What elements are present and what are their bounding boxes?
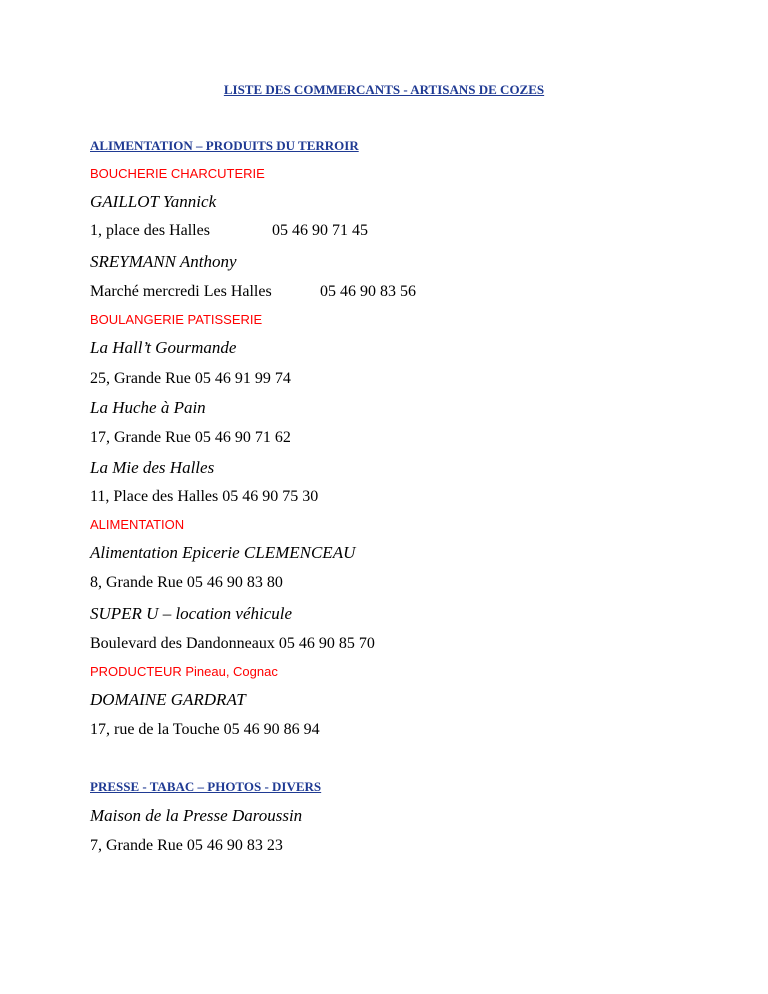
category-label: BOUCHERIE CHARCUTERIE <box>90 166 265 181</box>
business-name: GAILLOT Yannick <box>90 192 217 211</box>
business-details: 8, Grande Rue 05 46 90 83 80 <box>90 574 283 591</box>
business-address: 1, place des Halles <box>90 222 210 239</box>
business-name: DOMAINE GARDRAT <box>90 690 246 709</box>
business-phone: 05 46 90 83 56 <box>320 283 416 300</box>
business-name: La Huche à Pain <box>90 398 206 417</box>
business-details: 25, Grande Rue 05 46 91 99 74 <box>90 370 291 387</box>
category-label: PRODUCTEUR Pineau, Cognac <box>90 664 278 679</box>
business-name: La Mie des Halles <box>90 458 215 477</box>
business-details: 17, rue de la Touche 05 46 90 86 94 <box>90 721 320 738</box>
business-details: Boulevard des Dandonneaux 05 46 90 85 70 <box>90 635 375 652</box>
business-name: Alimentation Epicerie CLEMENCEAU <box>90 543 356 562</box>
section-heading: ALIMENTATION – PRODUITS DU TERROIR <box>90 138 359 153</box>
business-details: 11, Place des Halles 05 46 90 75 30 <box>90 488 319 505</box>
business-details: 7, Grande Rue 05 46 90 83 23 <box>90 837 283 854</box>
business-phone: 05 46 90 71 45 <box>272 222 368 239</box>
category-label: ALIMENTATION <box>90 517 185 532</box>
business-details: 17, Grande Rue 05 46 90 71 62 <box>90 429 291 446</box>
business-name: Maison de la Presse Daroussin <box>90 806 303 825</box>
document-title: LISTE DES COMMERCANTS - ARTISANS DE COZES <box>223 82 545 97</box>
business-name: SUPER U – location véhicule <box>90 604 293 623</box>
business-address: Marché mercredi Les Halles <box>90 283 272 300</box>
business-name: La Hall’t Gourmande <box>90 338 237 357</box>
category-label: BOULANGERIE PATISSERIE <box>90 312 263 327</box>
section-heading: PRESSE - TABAC – PHOTOS - DIVERS <box>90 779 322 794</box>
business-name: SREYMANN Anthony <box>90 252 237 271</box>
